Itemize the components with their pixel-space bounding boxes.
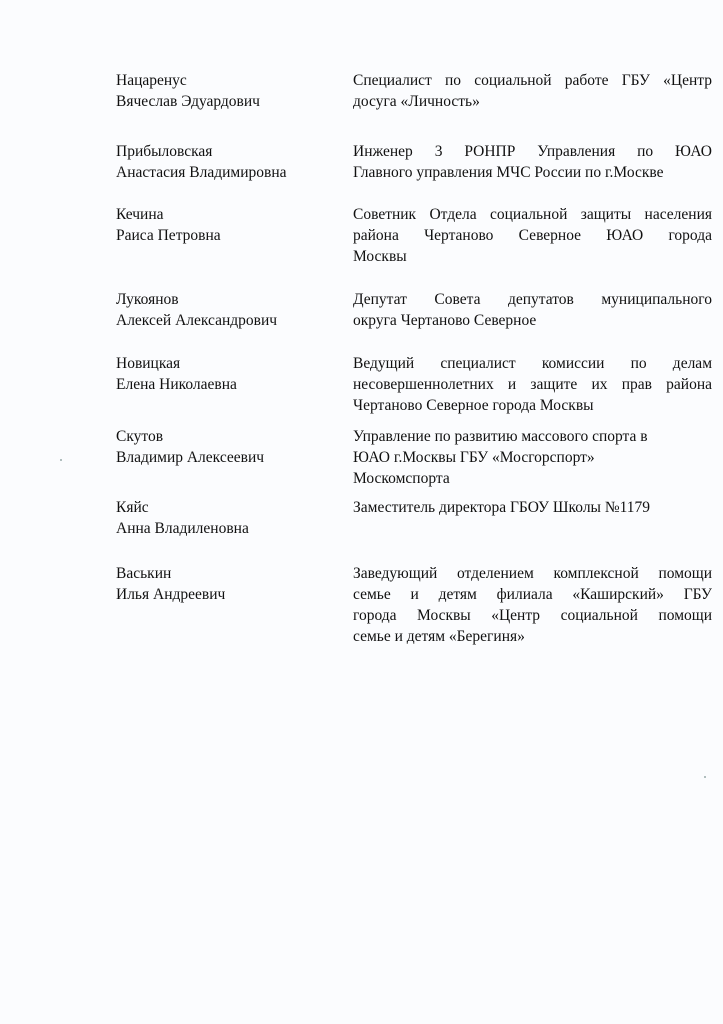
role-line: Инженер 3 РОНПР Управления по ЮАО — [353, 143, 712, 160]
member-role — [353, 70, 712, 112]
member-role — [353, 426, 712, 489]
member-role — [353, 497, 712, 518]
role-line: Заместитель директора ГБОУ Школы №1179 — [353, 499, 651, 516]
member-role — [353, 353, 712, 416]
member-surname: Кяйс — [116, 499, 149, 516]
member-surname: Лукоянов — [116, 291, 179, 308]
member-given-name: Анастасия Владимировна — [116, 164, 287, 181]
member-name — [116, 204, 336, 246]
member-given-name: Илья Андреевич — [116, 586, 226, 603]
role-line: Москвы — [353, 248, 407, 265]
member-surname: Новицкая — [116, 355, 181, 372]
role-line: несовершеннолетних и защите их прав района — [353, 376, 712, 393]
role-line: Москомспорта — [353, 470, 450, 487]
role-line: досуга «Личность» — [353, 93, 480, 110]
member-given-name: Раиса Петровна — [116, 227, 221, 244]
role-line: ЮАО г.Москвы ГБУ «Мосгорспорт» — [353, 449, 595, 466]
member-name — [116, 497, 336, 539]
member-name — [116, 70, 336, 112]
member-role — [353, 563, 712, 647]
member-name — [116, 289, 336, 331]
member-given-name: Владимир Алексеевич — [116, 449, 265, 466]
member-surname: Скутов — [116, 428, 164, 445]
member-surname: Кечина — [116, 206, 164, 223]
member-surname: Прибыловская — [116, 143, 213, 160]
role-line: Заведующий отделением комплексной помощи — [353, 565, 712, 582]
role-line: Главного управления МЧС России по г.Москве — [353, 164, 664, 181]
member-role — [353, 141, 712, 183]
member-name — [116, 563, 336, 605]
scan-speck — [704, 776, 706, 778]
role-line: Ведущий специалист комиссии по делам — [353, 355, 712, 372]
member-surname: Нацаренус — [116, 72, 187, 89]
role-line: города Москвы «Центр социальной помощи — [353, 607, 712, 624]
role-line: семье и детям филиала «Каширский» ГБУ — [353, 586, 712, 603]
member-name — [116, 426, 336, 468]
role-line: семье и детям «Берегиня» — [353, 628, 525, 645]
member-given-name: Вячеслав Эдуардович — [116, 93, 260, 110]
scan-speck — [60, 459, 62, 461]
member-given-name: Елена Николаевна — [116, 376, 237, 393]
role-line: Депутат Совета депутатов муниципального — [353, 291, 712, 308]
member-role — [353, 289, 712, 331]
role-line: Чертаново Северное города Москвы — [353, 397, 594, 414]
member-name — [116, 353, 336, 395]
role-line: района Чертаново Северное ЮАО города — [353, 227, 712, 244]
role-line: округа Чертаново Северное — [353, 312, 537, 329]
member-surname: Васькин — [116, 565, 172, 582]
role-line: Управление по развитию массового спорта в — [353, 428, 648, 445]
role-line: Специалист по социальной работе ГБУ «Центр — [353, 72, 712, 89]
role-line: Советник Отдела социальной защиты населения — [353, 206, 712, 223]
member-given-name: Анна Владиленовна — [116, 520, 249, 537]
member-role — [353, 204, 712, 267]
member-name — [116, 141, 336, 183]
member-given-name: Алексей Александрович — [116, 312, 278, 329]
